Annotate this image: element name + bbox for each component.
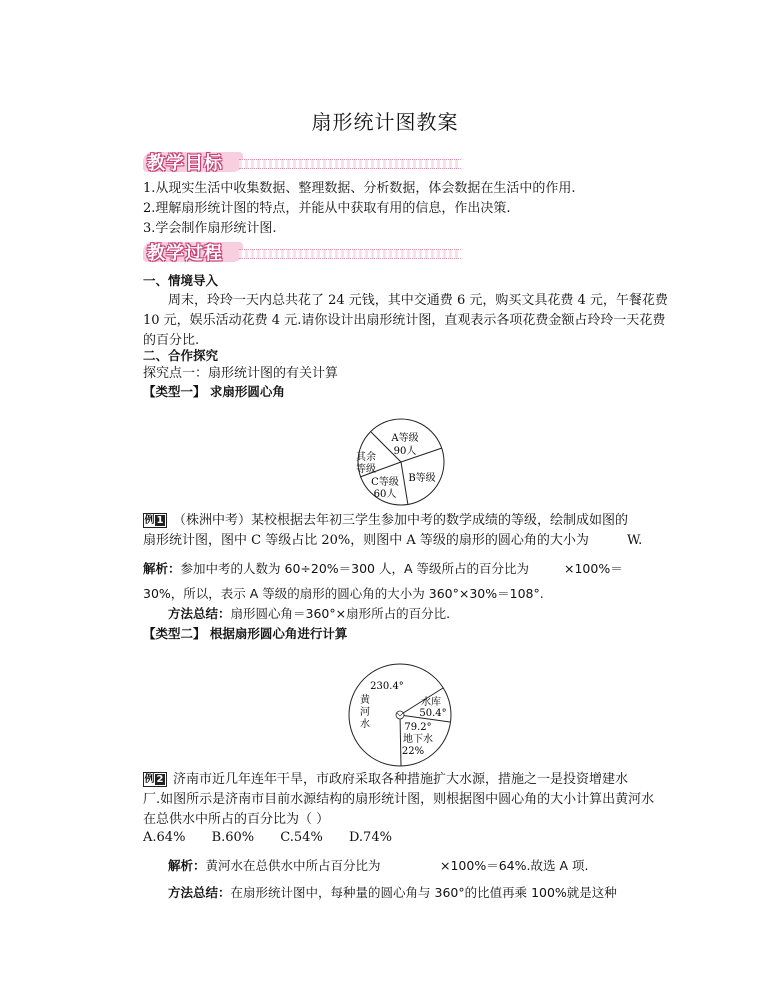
example1-method: 方法总结：扇形圆心角＝360°×扇形所占的百分比. bbox=[168, 606, 451, 621]
example1-answer-line-1-end: ×100%＝ bbox=[564, 561, 623, 576]
example2-line-1: 例 2 济南市近几年连年干旱，市政府采取各种措施扩大水源，措施之一是投资增建水 bbox=[144, 772, 629, 787]
example-tag-icon: 例 1 bbox=[143, 513, 167, 528]
type2-title: 【类型二】 根据扇形圆心角进行计算 bbox=[143, 626, 348, 641]
chart1-c-count: 60人 bbox=[373, 489, 397, 500]
chart1-a-count: 90人 bbox=[393, 446, 417, 457]
chart1-b-label: B等级 bbox=[408, 473, 436, 484]
explore-point: 探究点一：扇形统计图的有关计算 bbox=[143, 366, 339, 381]
chart1-other-label-2: 等级 bbox=[356, 464, 376, 475]
chart2-ground-pct: 22% bbox=[401, 746, 425, 757]
chart2-huanghe-char-1: 黄 bbox=[360, 695, 370, 706]
example1-answer-line-2: 30%，所以，表示 A 等级的扇形的圆心角的大小为 360°×30%＝108°. bbox=[143, 586, 544, 601]
chart2-huanghe-char-3: 水 bbox=[360, 719, 370, 730]
example2-method: 方法总结：在扇形统计图中，每种量的圆心角与 360°的比值再乘 100%就是这种 bbox=[168, 885, 617, 900]
goal-item-2: 2.理解扇形统计图的特点，并能从中获取有用的信息，作出决策. bbox=[143, 201, 511, 216]
option-c: C.54% bbox=[280, 830, 323, 845]
process-banner bbox=[143, 240, 461, 264]
goal-item-1: 1.从现实生活中收集数据、整理数据、分析数据，体会数据在生活中的作用. bbox=[143, 181, 576, 196]
chart2-ground-label: 地下水 bbox=[403, 734, 433, 745]
example1-line-2: 扇形统计图，图中 C 等级占比 20%，则图中 A 等级的扇形的圆心角的大小为 bbox=[143, 533, 589, 548]
pie-chart-2 bbox=[345, 663, 457, 767]
example2-line-3: 在总供水中所占的百分比为（ ） bbox=[143, 812, 330, 827]
option-b: B.60% bbox=[211, 830, 255, 845]
section1-line-3: 的百分比. bbox=[143, 333, 200, 348]
banner-dotted-line bbox=[239, 249, 461, 259]
section2-title: 二、合作探究 bbox=[143, 348, 219, 363]
chart2-ground-angle: 79.2° bbox=[404, 722, 432, 733]
chart1-c-label: C等级 bbox=[371, 477, 399, 488]
goals-banner-label: 教学目标 bbox=[147, 153, 223, 174]
chart2-huanghe-char-2: 河 bbox=[360, 707, 370, 718]
example1-line-2-end: W. bbox=[627, 533, 643, 548]
type1-title: 【类型一】 求扇形圆心角 bbox=[143, 384, 285, 399]
banner-dotted-line bbox=[239, 159, 461, 169]
example2-answer: 解析：黄河水在总供水中所占百分比为 bbox=[168, 858, 381, 873]
page-title: 扇形统计图教案 bbox=[311, 110, 459, 134]
section1-line-2: 10 元，娱乐活动花费 4 元.请你设计出扇形统计图，直观表示各项花费金额占玲玲一天花费 bbox=[143, 313, 666, 328]
example2-line-2: 厂.如图所示是济南市目前水源结构的扇形统计图，则根据图中圆心角的大小计算出黄河水 bbox=[143, 792, 655, 807]
example1-line-1: 例 1 （株洲中考）某校根据去年初三学生参加中考的数学成绩的等级，绘制成如图的 bbox=[144, 513, 629, 528]
example2-answer-end: ×100%＝64%.故选 A 项. bbox=[440, 858, 589, 873]
section1-line-1: 周末，玲玲一天内总共花了 24 元钱，其中交通费 6 元，购买文具花费 4 元，午餐花费 bbox=[168, 293, 668, 308]
process-banner-label: 教学过程 bbox=[147, 243, 223, 264]
chart2-reservoir-angle: 50.4° bbox=[419, 708, 447, 719]
option-d: D.74% bbox=[348, 830, 392, 845]
chart2-reservoir-label: 水库 bbox=[421, 697, 441, 708]
chart2-huanghe-angle: 230.4° bbox=[370, 681, 404, 692]
example-tag-icon: 例 2 bbox=[143, 772, 167, 787]
chart1-a-label: A等级 bbox=[391, 433, 419, 444]
example1-answer-line-1: 解析：参加中考的人数为 60÷20%＝300 人，A 等级所占的百分比为 bbox=[143, 561, 530, 576]
option-a: A.64% bbox=[143, 830, 186, 845]
goal-item-3: 3.学会制作扇形统计图. bbox=[143, 221, 277, 236]
pie-chart-1 bbox=[340, 418, 464, 508]
example2-options bbox=[143, 830, 392, 846]
goals-banner bbox=[143, 150, 461, 174]
chart1-other-label-1: 其余 bbox=[356, 452, 376, 463]
section1-title: 一、情境导入 bbox=[143, 273, 219, 288]
